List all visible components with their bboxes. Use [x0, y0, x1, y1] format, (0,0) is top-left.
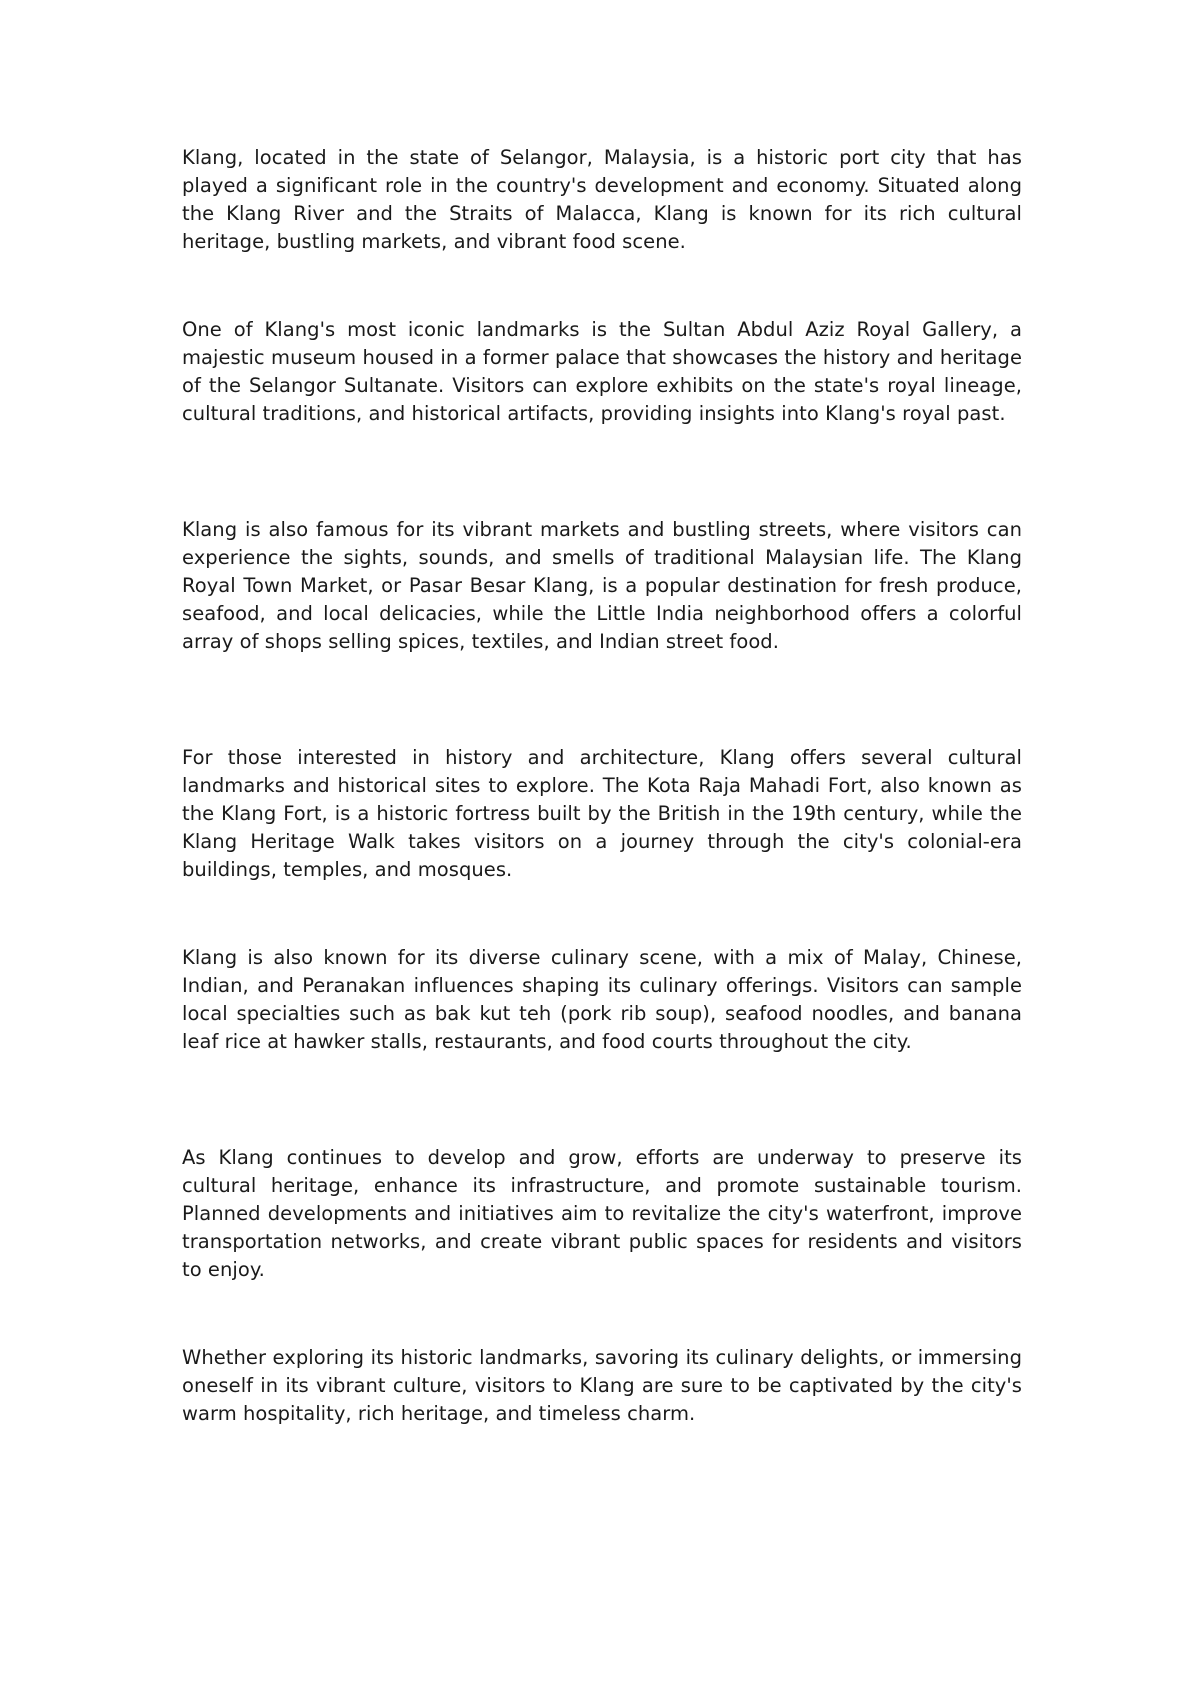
paragraph-culinary: Klang is also known for its diverse culinary scene, with a mix of Malay, Chinese, Indian, and Peranakan influences shaping its culinary offerings. Visitors can sample local specialties such as bak kut teh (pork rib soup), seafood noodles, and banana leaf rice at hawker stalls, restaurants, and food courts throughout the city.	[182, 946, 1022, 1053]
paragraph-royal-gallery: One of Klang's most iconic landmarks is the Sultan Abdul Aziz Royal Gallery, a majestic museum housed in a former palace that showcases the history and heritage of the Selangor Sultanate. Visitors can explore exhibits on the state's royal lineage, cultural traditions, and historical artifacts, providing insights into Klang's royal past.	[182, 318, 1022, 425]
paragraph-intro: Klang, located in the state of Selangor, Malaysia, is a historic port city that has played a significant role in the country's development and economy. Situated along the Klang River and the Straits of Malacca, Klang is known for its rich cultural heritage, bustling markets, and vibrant food scene.	[182, 146, 1022, 253]
paragraph-history-architecture: For those interested in history and architecture, Klang offers several cultural landmarks and historical sites to explore. The Kota Raja Mahadi Fort, also known as the Klang Fort, is a historic fortress built by the British in the 19th century, while the Klang Heritage Walk takes visitors on a journey through the city's colonial-era buildings, temples, and mosques.	[182, 746, 1022, 881]
paragraph-conclusion: Whether exploring its historic landmarks, savoring its culinary delights, or immersing oneself in its vibrant culture, visitors to Klang are sure to be captivated by the city's warm hospitality, rich heritage, and timeless charm.	[182, 1346, 1022, 1425]
paragraph-markets: Klang is also famous for its vibrant markets and bustling streets, where visitors can experience the sights, sounds, and smells of traditional Malaysian life. The Klang Royal Town Market, or Pasar Besar Klang, is a popular destination for fresh produce, seafood, and local delicacies, while the Little India neighborhood offers a colorful array of shops selling spices, textiles, and Indian street food.	[182, 518, 1022, 653]
paragraph-development: As Klang continues to develop and grow, efforts are underway to preserve its cultural heritage, enhance its infrastructure, and promote sustainable tourism. Planned developments and initiatives aim to revitalize the city's waterfront, improve transportation networks, and create vibrant public spaces for residents and visitors to enjoy.	[182, 1146, 1022, 1281]
